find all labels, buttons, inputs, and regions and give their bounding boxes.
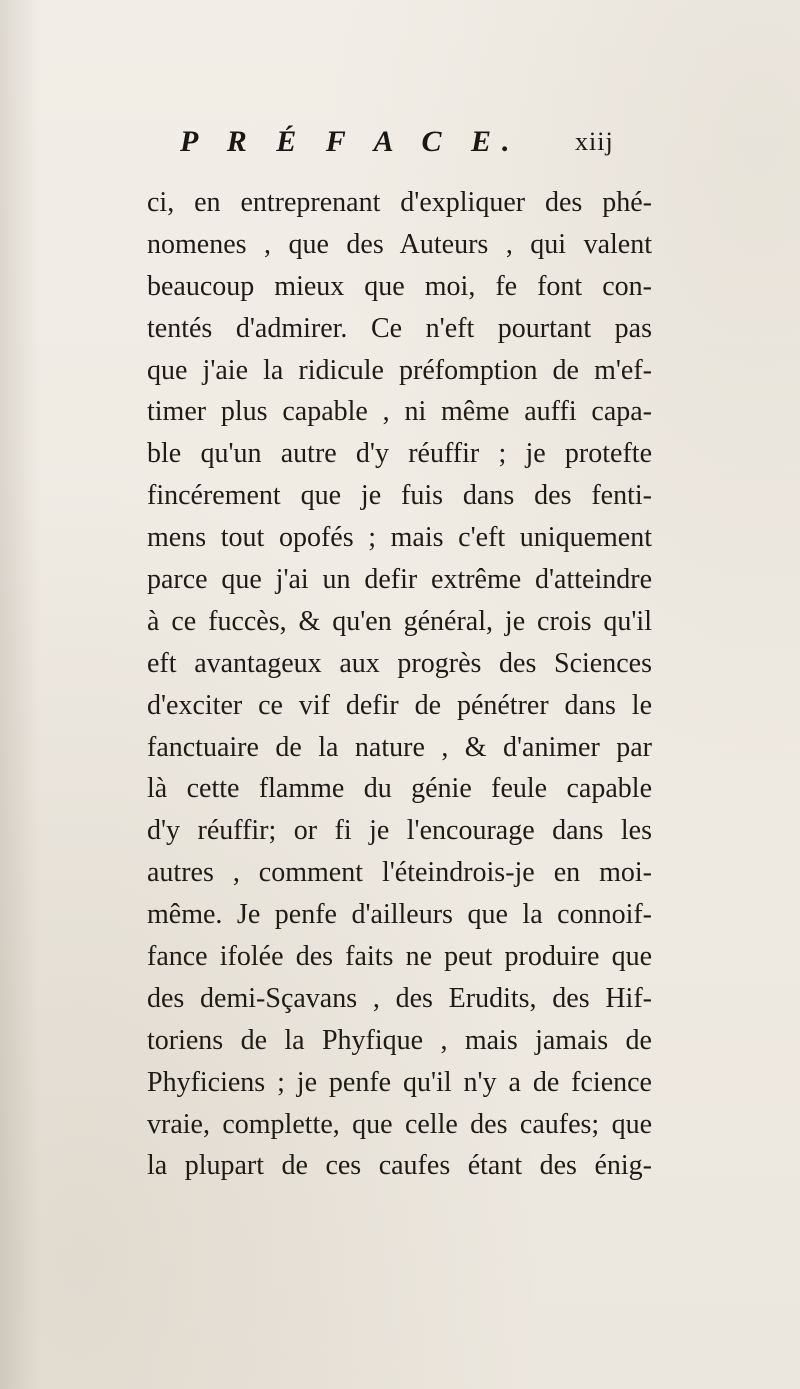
text-line: même. Je penfe d'ailleurs que la connoif- bbox=[147, 899, 652, 931]
text-line: d'y réuffir; or fi je l'encourage dans les bbox=[147, 815, 652, 847]
text-line: ble qu'un autre d'y réuffir ; je protefte bbox=[147, 438, 652, 470]
text-line: fance ifolée des faits ne peut produire que bbox=[147, 941, 652, 973]
text-line: fanctuaire de la nature , & d'animer par bbox=[147, 731, 652, 763]
text-line: à ce fuccès, & qu'en général, je crois qu'il bbox=[147, 605, 652, 637]
text-line: timer plus capable , ni même auffi capa- bbox=[147, 396, 652, 428]
page-edge-shadow bbox=[0, 0, 40, 1389]
text-line: là cette flamme du génie feule capable bbox=[147, 773, 652, 805]
text-line: eft avantageux aux progrès des Sciences bbox=[147, 647, 652, 679]
text-line: tentés d'admirer. Ce n'eft pourtant pas bbox=[147, 312, 652, 344]
text-line: beaucoup mieux que moi, fe font con- bbox=[147, 270, 652, 302]
text-line: parce que j'ai un defir extrême d'atteindre bbox=[147, 564, 652, 596]
text-line: des demi-Sçavans , des Erudits, des Hif- bbox=[147, 982, 652, 1014]
page-number: xiij bbox=[575, 127, 614, 156]
text-line: que j'aie la ridicule préfomption de m'ef- bbox=[147, 354, 652, 386]
text-line: la plupart de ces caufes étant des énig- bbox=[147, 1150, 652, 1182]
text-line: toriens de la Phyfique , mais jamais de bbox=[147, 1024, 652, 1056]
text-line: fincérement que je fuis dans des fenti- bbox=[147, 480, 652, 512]
body-text bbox=[147, 182, 652, 1187]
running-head-title: P R É F A C E. bbox=[180, 125, 521, 158]
text-line: mens tout opofés ; mais c'eft uniquement bbox=[147, 522, 652, 554]
text-line: d'exciter ce vif defir de pénétrer dans le bbox=[147, 689, 652, 721]
text-line: ci, en entreprenant d'expliquer des phé- bbox=[147, 187, 652, 218]
text-line: nomenes , que des Auteurs , qui valent bbox=[147, 228, 652, 260]
text-line: vraie, complette, que celle des caufes; que bbox=[147, 1108, 652, 1140]
text-line: Phyficiens ; je penfe qu'il n'y a de fcience bbox=[147, 1066, 652, 1098]
running-head bbox=[0, 125, 800, 165]
text-line: autres , comment l'éteindrois-je en moi- bbox=[147, 857, 652, 889]
